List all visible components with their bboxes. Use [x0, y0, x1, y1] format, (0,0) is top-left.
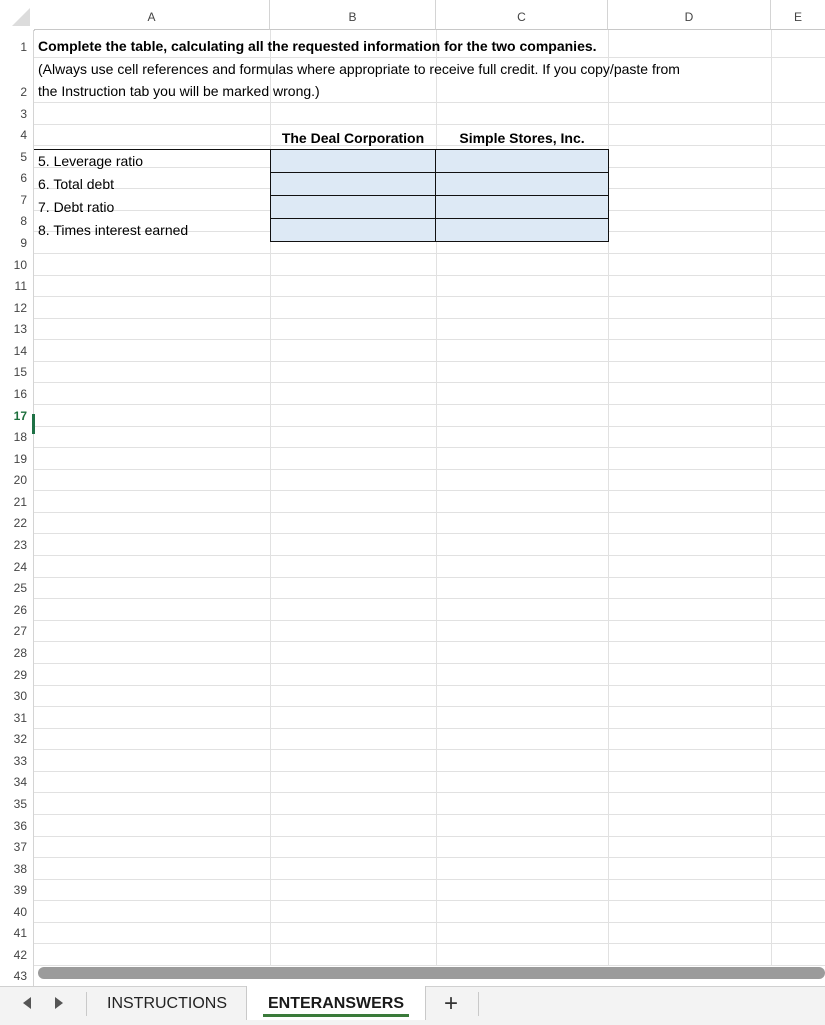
row-gridline — [34, 404, 825, 405]
active-tab-underline — [263, 1014, 409, 1017]
row-gridline — [34, 641, 825, 642]
row-gridline — [34, 922, 825, 923]
row-gridline — [34, 512, 825, 513]
row-gridline — [34, 900, 825, 901]
row-gridline — [34, 490, 825, 491]
row-header-21[interactable] — [0, 490, 34, 512]
row-gridline — [34, 339, 825, 340]
input-simple-debt-ratio[interactable] — [435, 195, 609, 219]
column-header-d[interactable]: D — [608, 0, 771, 30]
row-gridline — [34, 814, 825, 815]
row-number: 16 — [13, 387, 27, 401]
row-header-40[interactable] — [0, 900, 34, 922]
row-header-27[interactable] — [0, 620, 34, 641]
label-leverage-ratio[interactable]: 5. Leverage ratio — [38, 153, 144, 169]
tab-separator — [478, 992, 479, 1016]
row-number: 10 — [13, 258, 27, 272]
row-number: 37 — [13, 840, 27, 854]
row-number: 26 — [13, 603, 27, 617]
row-header-3[interactable] — [0, 102, 34, 124]
row-gridline — [34, 706, 825, 707]
row-header-28[interactable] — [0, 641, 34, 663]
row-number: 41 — [13, 926, 27, 940]
row-number: 32 — [13, 732, 27, 746]
header-simple-stores[interactable]: Simple Stores, Inc. — [459, 130, 585, 146]
row-header-13[interactable] — [0, 318, 34, 339]
column-header-e[interactable]: E — [771, 0, 825, 30]
row-header-15[interactable] — [0, 361, 34, 382]
row-number: 17 — [13, 409, 27, 423]
row-header-12[interactable] — [0, 296, 34, 318]
row-gridline — [34, 102, 825, 103]
row-gridline — [34, 426, 825, 427]
row-header-5[interactable] — [0, 145, 34, 167]
row-gridline — [34, 469, 825, 470]
row-header-24[interactable] — [0, 555, 34, 577]
input-simple-leverage-ratio[interactable] — [435, 149, 609, 173]
row-number: 18 — [13, 430, 27, 444]
row-gridline — [34, 943, 825, 944]
row-number: 22 — [13, 516, 27, 530]
table-top-border — [34, 149, 270, 150]
row-header-38[interactable] — [0, 857, 34, 879]
row-header-18[interactable] — [0, 426, 34, 447]
row-gridline — [34, 857, 825, 858]
add-sheet-button[interactable]: + — [443, 990, 458, 1017]
row-number: 2 — [20, 85, 27, 99]
row-header-1[interactable] — [0, 30, 34, 57]
row-gridline — [34, 965, 825, 966]
row-header-35[interactable] — [0, 792, 34, 814]
row-header-23[interactable] — [0, 533, 34, 555]
row-number: 28 — [13, 646, 27, 660]
row-header-9[interactable] — [0, 231, 34, 253]
row-number: 4 — [20, 128, 27, 142]
tab-enteranswers-label: ENTERANSWERS — [267, 995, 404, 1012]
input-deal-times-interest-earned[interactable] — [270, 218, 436, 242]
row-number: 14 — [13, 344, 27, 358]
row-gridline — [34, 771, 825, 772]
row-header-10[interactable] — [0, 253, 34, 275]
row-number: 31 — [13, 711, 27, 725]
input-simple-total-debt[interactable] — [435, 172, 609, 196]
row-gridline — [34, 620, 825, 621]
row-gridline — [34, 728, 825, 729]
row-header-20[interactable] — [0, 469, 34, 490]
row-number: 20 — [13, 473, 27, 487]
row-number: 25 — [13, 581, 27, 595]
triangle-right-icon[interactable] — [54, 996, 64, 1013]
row-number: 39 — [13, 883, 27, 897]
row-header-6[interactable] — [0, 167, 34, 188]
column-header-c[interactable]: C — [436, 0, 608, 30]
row-number: 8 — [20, 214, 27, 228]
row-header-7[interactable] — [0, 188, 34, 210]
row-gridline — [34, 598, 825, 599]
row-gridline — [34, 749, 825, 750]
sheet-title[interactable]: Complete the table, calculating all the requested information for the two companies. — [38, 38, 597, 54]
row-header-37[interactable] — [0, 836, 34, 857]
label-times-interest-earned[interactable]: 8. Times interest earned — [38, 222, 189, 238]
row-header-36[interactable] — [0, 814, 34, 836]
row-number: 40 — [13, 905, 27, 919]
row-number: 12 — [13, 301, 27, 315]
row-number: 36 — [13, 819, 27, 833]
row-number: 13 — [13, 322, 27, 336]
row-number: 9 — [20, 236, 27, 250]
row-number: 19 — [13, 452, 27, 466]
row-number: 21 — [13, 495, 27, 509]
row-number: 23 — [13, 538, 27, 552]
row-header-39[interactable] — [0, 879, 34, 900]
triangle-left-icon[interactable] — [22, 996, 32, 1013]
row-gridline — [34, 685, 825, 686]
row-header-34[interactable] — [0, 771, 34, 792]
row-number: 5 — [20, 150, 27, 164]
row-header-32[interactable] — [0, 728, 34, 749]
row-number: 35 — [13, 797, 27, 811]
row-number: 24 — [13, 560, 27, 574]
row-header-42[interactable] — [0, 943, 34, 965]
row-number: 27 — [13, 624, 27, 638]
row-header-30[interactable] — [0, 685, 34, 706]
row-header-8[interactable] — [0, 210, 34, 231]
label-total-debt[interactable]: 6. Total debt — [38, 176, 115, 192]
row-header-31[interactable] — [0, 706, 34, 728]
row-header-26[interactable] — [0, 598, 34, 620]
row-number: 34 — [13, 775, 27, 789]
row-header-16[interactable] — [0, 382, 34, 404]
label-debt-ratio[interactable]: 7. Debt ratio — [38, 199, 115, 215]
row-header-25[interactable] — [0, 577, 34, 598]
select-all-triangle-icon — [0, 0, 34, 30]
row-gridline — [34, 124, 825, 125]
column-header-a[interactable]: A — [34, 0, 270, 30]
row-gridline — [34, 792, 825, 793]
row-gridline — [34, 57, 825, 58]
row-header-19[interactable] — [0, 447, 34, 469]
row-header-43[interactable] — [0, 965, 34, 986]
row-number: 15 — [13, 365, 27, 379]
input-deal-debt-ratio[interactable] — [270, 195, 436, 219]
row-gridline — [34, 447, 825, 448]
column-gridline — [771, 30, 772, 966]
row-gridline — [34, 663, 825, 664]
row-header-29[interactable] — [0, 663, 34, 685]
row-gridline — [34, 253, 825, 254]
tab-separator — [86, 992, 87, 1016]
row-header-2[interactable] — [0, 57, 34, 102]
tab-instructions[interactable]: INSTRUCTIONS — [107, 995, 227, 1012]
row-gridline — [34, 836, 825, 837]
row-number: 3 — [20, 107, 27, 121]
row-number: 43 — [13, 969, 27, 983]
row-header-41[interactable] — [0, 922, 34, 943]
row-header-22[interactable] — [0, 512, 34, 533]
row-gridline — [34, 318, 825, 319]
row-gridline — [34, 361, 825, 362]
row-header-17[interactable] — [0, 404, 34, 426]
row-gridline — [34, 382, 825, 383]
row-gridline — [34, 555, 825, 556]
row-number: 42 — [13, 948, 27, 962]
row-number: 11 — [14, 279, 27, 293]
active-cell-indicator — [32, 414, 35, 434]
row-number: 30 — [13, 689, 27, 703]
row-number: 29 — [13, 668, 27, 682]
input-deal-leverage-ratio[interactable] — [270, 149, 436, 173]
row-number: 7 — [20, 193, 27, 207]
row-number: 1 — [20, 40, 27, 54]
row-header-14[interactable] — [0, 339, 34, 361]
column-header-b[interactable]: B — [270, 0, 436, 30]
row-gridline — [34, 577, 825, 578]
row-header-11[interactable] — [0, 275, 34, 296]
header-deal-corporation[interactable]: The Deal Corporation — [281, 130, 425, 146]
row-number: 38 — [13, 862, 27, 876]
row-gridline — [34, 533, 825, 534]
instruction-note-line1[interactable]: (Always use cell references and formulas where appropriate to receive full credit. If you copy/paste from — [38, 61, 680, 77]
row-gridline — [34, 879, 825, 880]
instruction-note-line2[interactable]: the Instruction tab you will be marked wrong.) — [38, 83, 320, 99]
row-number: 6 — [20, 171, 27, 185]
input-simple-times-interest-earned[interactable] — [435, 218, 609, 242]
tab-enteranswers[interactable] — [246, 986, 426, 1020]
select-all-corner[interactable] — [0, 0, 35, 31]
input-deal-total-debt[interactable] — [270, 172, 436, 196]
row-gridline — [34, 275, 825, 276]
row-header-33[interactable] — [0, 749, 34, 771]
row-gridline — [34, 296, 825, 297]
row-header-4[interactable] — [0, 124, 34, 145]
horizontal-scrollbar[interactable] — [38, 967, 825, 979]
row-number: 33 — [13, 754, 27, 768]
